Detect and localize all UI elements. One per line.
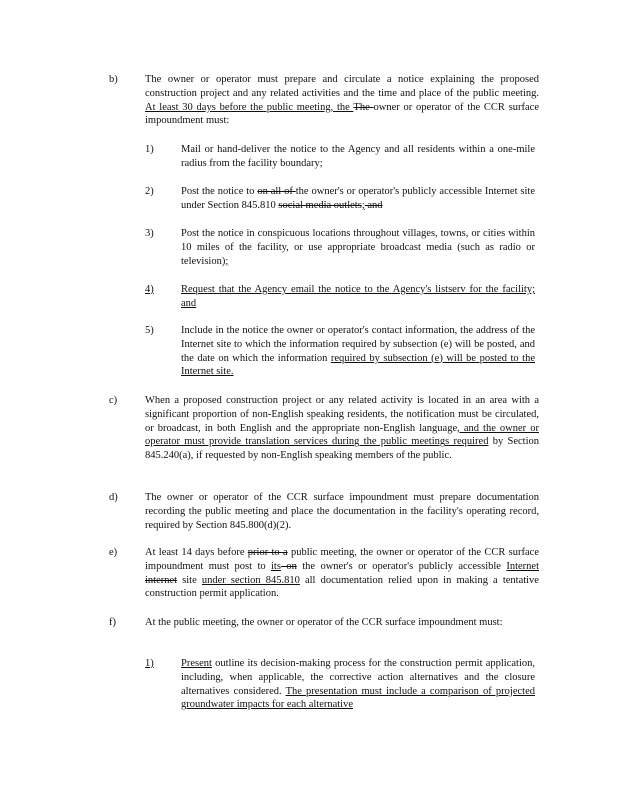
item-deletion: on all of bbox=[257, 186, 296, 197]
item-text-part: Post the notice to bbox=[181, 186, 258, 197]
section-e-label: e) bbox=[109, 547, 118, 558]
item-label: 5) bbox=[145, 325, 154, 336]
section-e-text-part: public meeting, the owner or operator of the CCR surface impoundment must post to bbox=[145, 547, 539, 572]
section-c-label: c) bbox=[109, 395, 118, 406]
section-f-item-1 bbox=[145, 657, 535, 712]
section-b-item-5 bbox=[145, 324, 535, 379]
item-label: 1) bbox=[145, 144, 154, 155]
item-insertion: ; bbox=[361, 199, 365, 211]
section-b-insertion: At least 30 days before the public meeting, the bbox=[145, 101, 354, 113]
item-deletion: and bbox=[364, 199, 383, 211]
section-e-text-part: site bbox=[177, 574, 202, 586]
item-text bbox=[181, 227, 535, 268]
section-b-text-part: The owner or operator must prepare and circulate a notice explaining the proposed construction project and any related activities and the time and place of the public meeting. bbox=[145, 74, 539, 99]
item-text bbox=[181, 185, 535, 213]
item-insertion: ; bbox=[225, 255, 229, 267]
section-e-deletion: prior to a bbox=[247, 547, 288, 558]
item-label: 3) bbox=[145, 228, 154, 239]
section-e-text-part: the owner's or operator's publicly accessible bbox=[296, 560, 507, 572]
item-text bbox=[181, 283, 535, 311]
section-e-text bbox=[145, 546, 539, 601]
item-insertion: Request that the Agency email the notice to the Agency's listserv for the facility; and bbox=[181, 284, 535, 309]
section-e-insertion: under section 845.810 bbox=[201, 574, 300, 586]
section-f-text: At the public meeting, the owner or operator of the CCR surface impoundment must: bbox=[145, 617, 503, 628]
section-d-text: The owner or operator of the CCR surface impoundment must prepare documentation recording the public meeting and place the documentation in the facility's operating record, required by Section 845.800(d)(2). bbox=[145, 492, 539, 531]
item-text-part: Post the notice in conspicuous locations throughout villages, towns, or cities within 10 miles of the facility, or use appropriate broadcast media (such as radio or television) bbox=[181, 228, 535, 267]
section-c-insertion: , and the owner or operator must provide translation services during the public meetings required bbox=[145, 422, 539, 448]
section-f-label: f) bbox=[109, 617, 116, 628]
item-label: 4) bbox=[145, 284, 154, 295]
item-text bbox=[181, 324, 535, 379]
section-e-insertion: Internet bbox=[506, 560, 540, 572]
item-text-part: the owner's or operator's publicly accessible Internet site under Section 845.810 bbox=[181, 186, 535, 211]
section-c bbox=[109, 394, 539, 463]
section-e-text-end: all documentation relied upon in making a tentative construction permit application. bbox=[145, 574, 539, 600]
section-e-deletion: on bbox=[280, 560, 297, 572]
section-c-text-end: by Section 845.240(a), if requested by non-English speaking members of the public. bbox=[145, 436, 539, 462]
item-insertion: Present bbox=[181, 658, 212, 669]
item-deletion: social media outlets bbox=[278, 199, 362, 211]
section-e-text-part: At least 14 days before bbox=[145, 547, 248, 558]
item-text-part: Include in the notice the owner or operator's contact information, the address of the Internet site to which the information required by subsection (e) will be posted, and the date on which the information bbox=[181, 325, 535, 364]
section-e bbox=[109, 546, 539, 601]
item-text-part: outline its decision-making process for the construction permit application, including, when applicable, the corrective action alternatives and the closure alternatives considered. bbox=[181, 658, 535, 697]
item-insertion: The presentation must include a comparison of projected groundwater impacts for each alternative bbox=[181, 685, 535, 711]
item-text: Mail or hand-deliver the notice to the Agency and all residents within a one-mile radius from the facility boundary; bbox=[181, 144, 535, 169]
section-d-label: d) bbox=[109, 492, 118, 503]
section-c-text-part: When a proposed construction project or any related activity is located in an area with a significant proportion of non-English speaking residents, the notification must be circulated, or broadcast, in both English and the appropriate non-English language bbox=[145, 395, 539, 434]
section-b-item-4 bbox=[145, 283, 535, 311]
section-e-insertion: its bbox=[271, 560, 281, 572]
section-d bbox=[109, 491, 539, 532]
section-b-item-3 bbox=[145, 227, 535, 268]
section-b-deletion: The bbox=[353, 101, 374, 113]
section-c-text bbox=[145, 394, 539, 463]
item-label: 1) bbox=[145, 658, 154, 669]
item-text bbox=[181, 657, 535, 712]
item-label: 2) bbox=[145, 186, 154, 197]
item-insertion: required by subsection (e) will be posted to the Internet site. bbox=[181, 352, 535, 378]
section-b-text bbox=[145, 73, 539, 128]
section-b-text-end: owner or operator of the CCR surface impoundment must: bbox=[145, 101, 540, 127]
section-b-item-1 bbox=[145, 143, 535, 171]
section-e-deletion: internet bbox=[145, 574, 178, 586]
section-b bbox=[109, 73, 539, 128]
section-f bbox=[109, 616, 539, 630]
section-b-label: b) bbox=[109, 74, 118, 85]
section-b-item-2 bbox=[145, 185, 535, 213]
